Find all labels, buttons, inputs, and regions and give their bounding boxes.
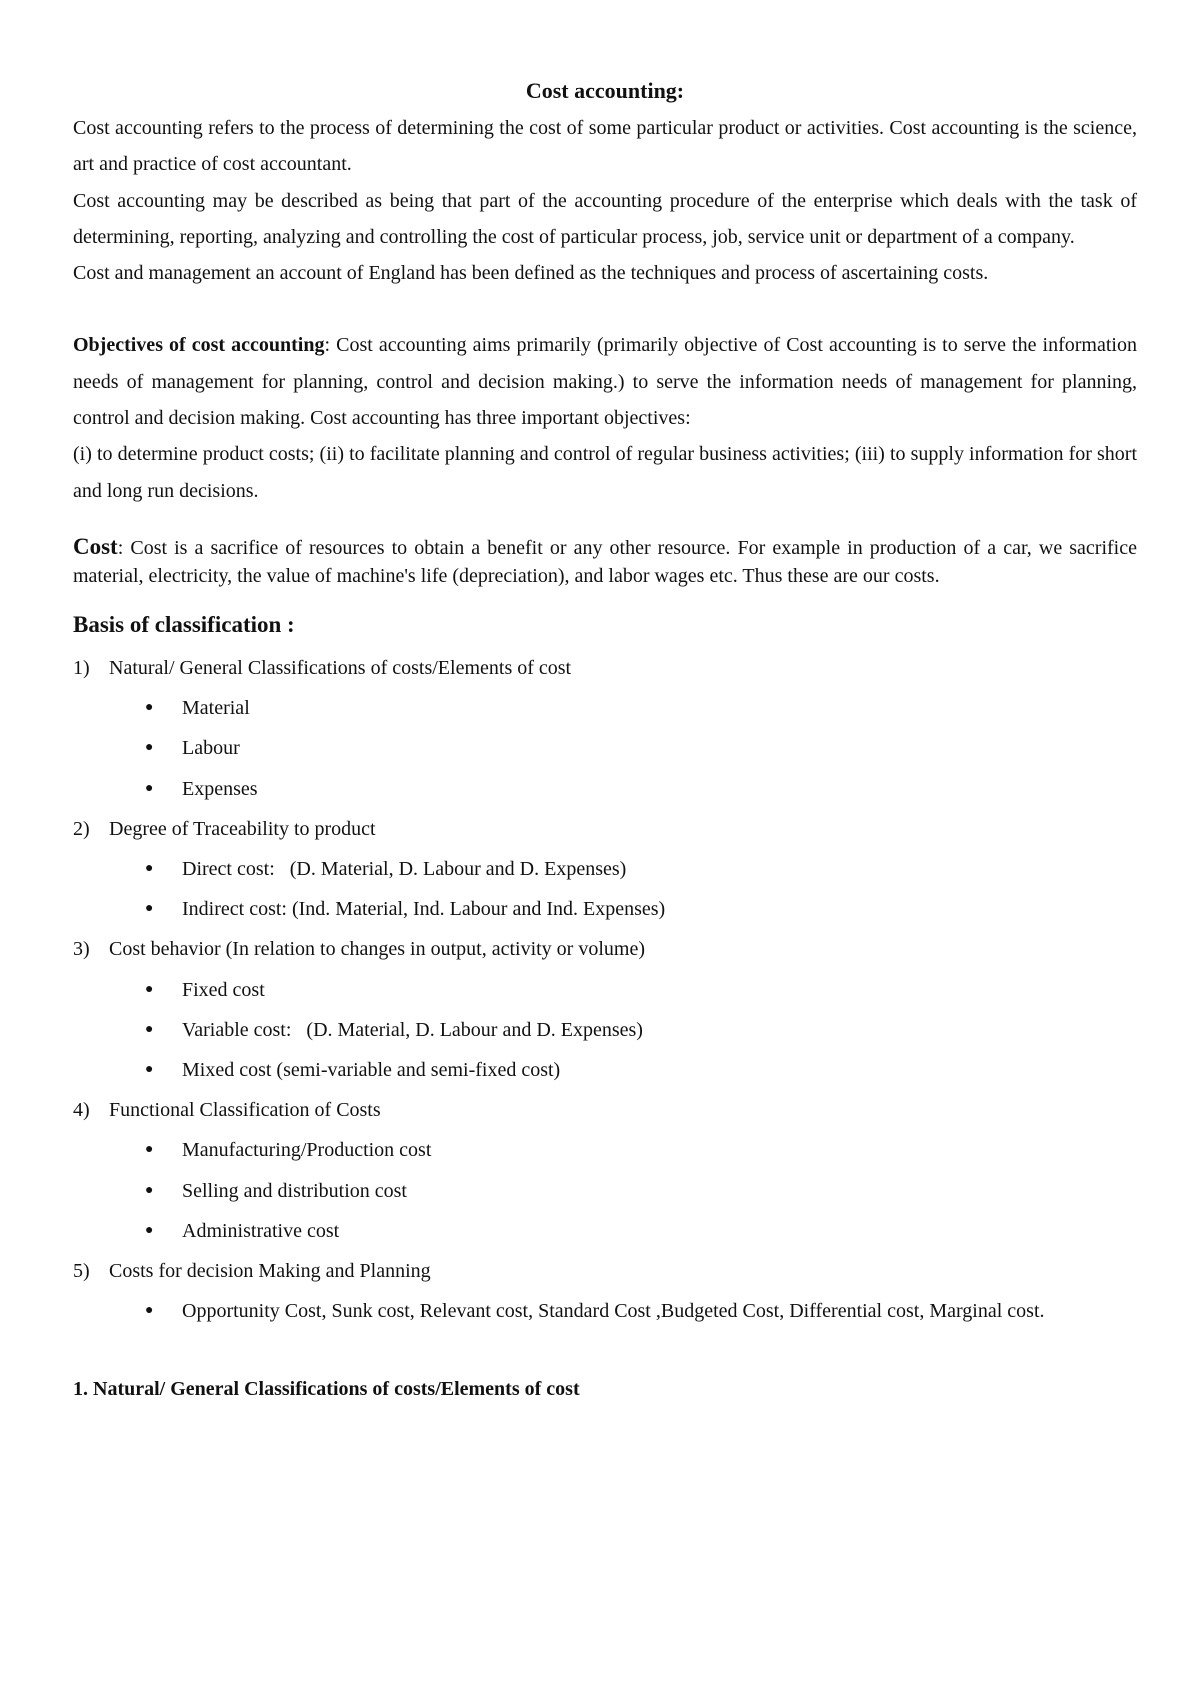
classification-group-2: [73, 809, 1137, 849]
group-title: Natural/ General Classifications of costs/Elements of cost: [109, 656, 572, 679]
bullet-icon: ●: [145, 901, 154, 917]
list-item-text: Expenses: [182, 777, 258, 800]
spacer: [73, 1331, 1137, 1375]
basis-heading: Basis of classification :: [73, 611, 295, 637]
group-number: 2): [73, 817, 90, 840]
classification-group-5: [73, 1251, 1137, 1291]
group-title: Cost behavior (In relation to changes in output, activity or volume): [109, 938, 645, 961]
objectives-list-paragraph: (i) to determine product costs; (ii) to facilitate planning and control of regular business activities; (iii) to supply information for short and long run decisions.: [73, 443, 1137, 502]
bullet-icon: ●: [145, 740, 154, 756]
cost-text: : Cost is a sacrifice of resources to obtain a benefit or any other resource. For example in production of a car, we sacrifice material, electricity, the value of machine's life (depreciation), and labor wages etc. Thus these are our costs.: [73, 536, 1137, 587]
classification-group-4: [73, 1090, 1137, 1130]
group-number: 1): [73, 656, 90, 679]
group-5-bullets: [73, 1291, 1137, 1331]
spacer: [73, 590, 1137, 610]
group-3-bullets: [73, 970, 1137, 1091]
group-number: 3): [73, 938, 90, 961]
section-heading: 1. Natural/ General Classifications of costs/Elements of cost: [73, 1378, 580, 1401]
list-item: [73, 1211, 1137, 1251]
group-4-bullets: [73, 1130, 1137, 1251]
list-item-text: Administrative cost: [182, 1219, 340, 1242]
list-item: [73, 1130, 1137, 1170]
group-1-bullets: [73, 688, 1137, 809]
list-item: [73, 1291, 1137, 1331]
objectives-text: : Cost accounting aims primarily (primarily objective of Cost accounting is to serve the information needs of management for planning, control and decision making.) to serve the information needs of management for planning, control and decision making. Cost accounting has three important objectives:: [73, 334, 1137, 430]
group-2-bullets: [73, 849, 1137, 929]
list-item-text: Material: [182, 697, 250, 720]
list-item: [73, 1010, 1137, 1050]
classification-group-3: [73, 929, 1137, 969]
objectives-label: Objectives of cost accounting: [73, 334, 325, 357]
list-item: [73, 889, 1137, 929]
list-item-text: Mixed cost (semi-variable and semi-fixed cost): [182, 1059, 561, 1081]
group-title: Functional Classification of Costs: [109, 1099, 381, 1122]
list-item: [73, 970, 1137, 1010]
document-page: [73, 78, 1137, 1403]
group-number: 5): [73, 1260, 90, 1283]
list-item-text: Opportunity Cost, Sunk cost, Relevant cost, Standard Cost ,Budgeted Cost, Differential cost, Marginal cost.: [182, 1300, 1045, 1323]
intro-paragraph-2: Cost accounting may be described as being that part of the accounting procedure of the enterprise which deals with the task of determining, reporting, analyzing and controlling the cost of particular process, job, service unit or department of a company.: [73, 189, 1137, 248]
group-title: Degree of Traceability to product: [109, 817, 376, 840]
list-item-text: Selling and distribution cost: [182, 1179, 407, 1202]
list-item: [73, 728, 1137, 768]
bullet-icon: ●: [145, 1062, 154, 1077]
list-item-text: Manufacturing/Production cost: [182, 1139, 432, 1162]
list-item-text: Fixed cost: [182, 978, 265, 1001]
list-item-text: Variable cost: (D. Material, D. Labour and D. Expenses): [182, 1018, 643, 1041]
cost-label: Cost: [73, 533, 118, 559]
intro-paragraph-3: Cost and management an account of England has been defined as the techniques and process of ascertaining costs.: [73, 262, 989, 285]
bullet-icon: ●: [145, 1021, 154, 1037]
bullet-icon: ●: [145, 860, 154, 876]
spacer: [73, 291, 1137, 327]
bullet-icon: ●: [145, 981, 154, 997]
objectives-paragraph: [73, 327, 1137, 436]
list-item: [73, 769, 1137, 809]
bullet-icon: ●: [145, 1142, 154, 1158]
group-number: 4): [73, 1099, 90, 1122]
list-item: [73, 688, 1137, 728]
intro-paragraph-1: Cost accounting refers to the process of determining the cost of some particular product or activities. Cost accounting is the science, art and practice of cost accountant.: [73, 117, 1137, 176]
bullet-icon: ●: [145, 1222, 154, 1238]
classification-group-1: [73, 648, 1137, 688]
bullet-icon: ●: [145, 780, 154, 796]
list-item-text: Indirect cost: (Ind. Material, Ind. Labour and Ind. Expenses): [182, 898, 666, 921]
list-item: [73, 849, 1137, 889]
list-item: [73, 1050, 1137, 1090]
bullet-icon: ●: [145, 1303, 154, 1319]
group-title: Costs for decision Making and Planning: [109, 1260, 431, 1283]
page-title: Cost accounting:: [525, 78, 685, 103]
list-item: [73, 1171, 1137, 1211]
cost-definition-paragraph: [73, 533, 1137, 590]
bullet-icon: ●: [145, 700, 154, 716]
list-item-text: Direct cost: (D. Material, D. Labour and D. Expenses): [182, 857, 627, 880]
classification-list: [73, 648, 1137, 1331]
list-item-text: Labour: [182, 737, 240, 760]
spacer: [73, 509, 1137, 533]
bullet-icon: ●: [145, 1182, 154, 1198]
